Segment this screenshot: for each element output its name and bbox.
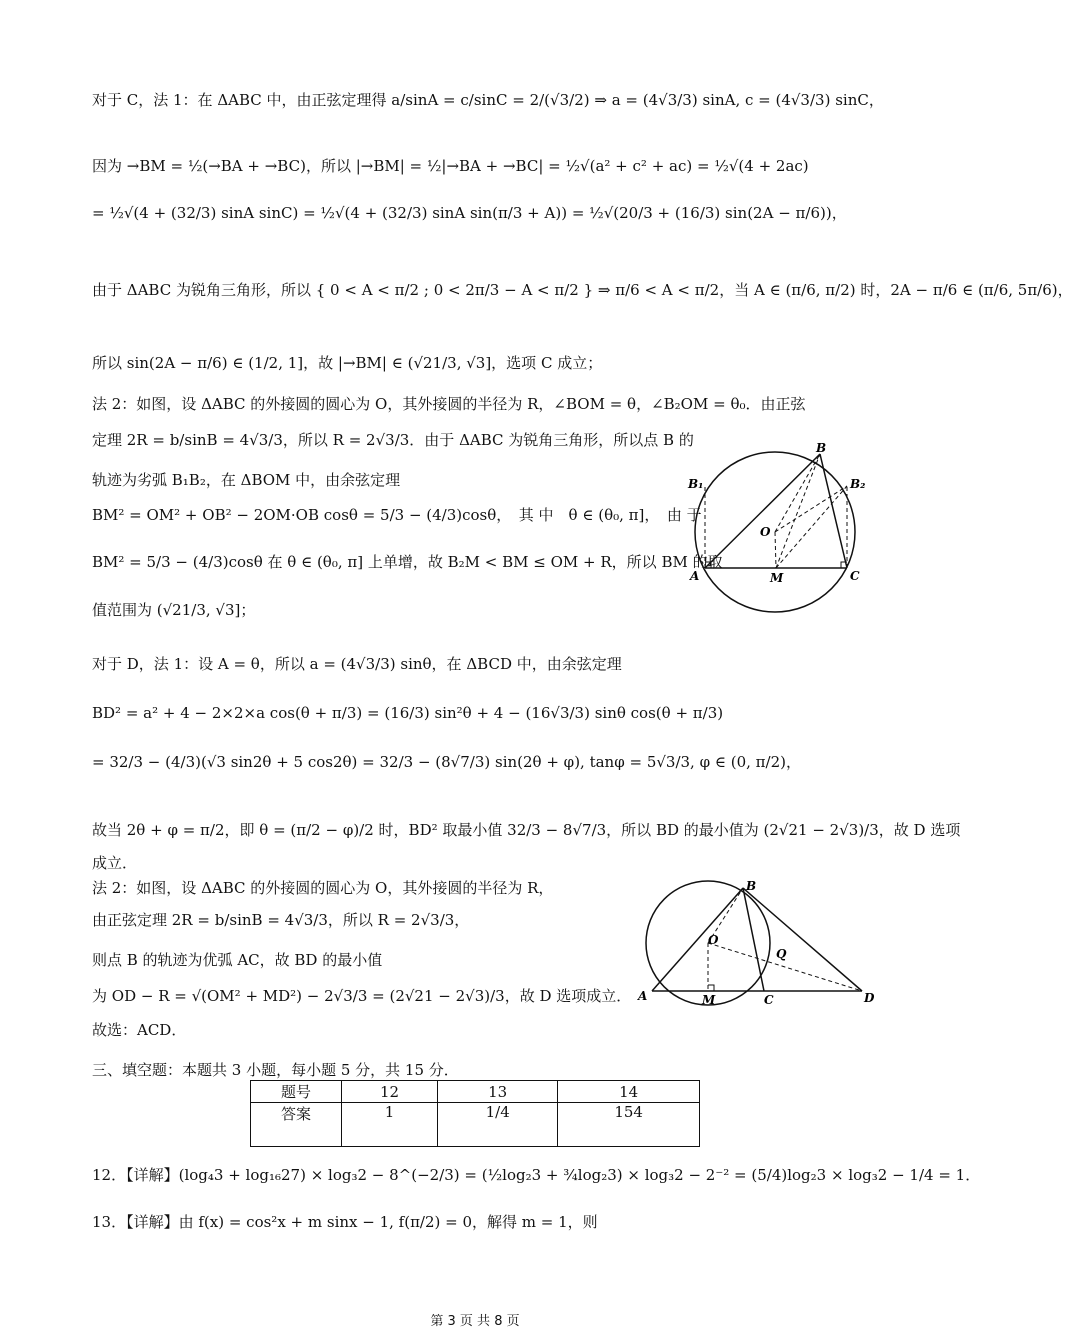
- table-header-cell: 12: [342, 1081, 438, 1103]
- label-c: C: [764, 993, 774, 1007]
- c-method2-line-e: BM² = 5/3 − (4/3)cosθ 在 θ ∈ (θ₀, π] 上单增，故 B₂M < BM ≤ OM + R，所以 BM 的取: [92, 553, 723, 571]
- d-method2-line-c: 则点 B 的轨迹为优弧 AC，故 BD 的最小值: [92, 951, 383, 969]
- c-method2-line-a: 法 2：如图，设 ΔABC 的外接圆的圆心为 O，其外接圆的半径为 R，∠BOM = θ，∠B₂OM = θ₀．由正弦: [92, 395, 806, 413]
- d-method2-line-b: 由正弦定理 2R = b/sinB = 4√3/3，所以 R = 2√3/3，: [92, 911, 470, 929]
- d-equation-4: 成立．: [92, 854, 138, 872]
- c-bm-vector-line: 因为 →BM = ½(→BA + →BC)，所以 |→BM| = ½|→BA + →BC| = ½√(a² + c² + ac) = ½√(4 + 2ac): [92, 157, 809, 175]
- answer-table: [250, 1080, 700, 1147]
- label-c: C: [850, 569, 860, 583]
- label-d: D: [864, 991, 875, 1005]
- label-b2: B₂: [850, 477, 866, 491]
- figure-circumcircle-bd: [630, 878, 880, 1013]
- table-row: [251, 1103, 700, 1147]
- label-m: M: [702, 993, 716, 1007]
- right-angle-mark-m: [708, 985, 714, 991]
- table-cell: 1: [342, 1103, 438, 1147]
- section-3-heading: 三、填空题：本题共 3 小题，每小题 5 分，共 15 分．: [92, 1061, 459, 1079]
- segment-ob: [775, 454, 820, 532]
- c-sqrt-expansion-line: = ½√(4 + (32/3) sinA sinC) = ½√(4 + (32/3) sinA sin(π/3 + A)) = ½√(20/3 + (16/3) sin(2A − π/6))，: [92, 204, 847, 222]
- choice-line: 故选：ACD．: [92, 1021, 187, 1039]
- label-b1: B₁: [688, 477, 704, 491]
- table-header-cell: 14: [558, 1081, 700, 1103]
- table-cell: 154: [558, 1103, 700, 1147]
- table-header-cell: 13: [438, 1081, 558, 1103]
- q13-solution: 13．【详解】由 f(x) = cos²x + m sinx − 1, f(π/2) = 0，解得 m = 1，则: [92, 1213, 598, 1231]
- label-m: M: [770, 571, 784, 585]
- segment-ab: [652, 888, 743, 991]
- d-method2-line-d: 为 OD − R = √(OM² + MD²) − 2√3/3 = (2√21 − 2√3)/3，故 D 选项成立．: [92, 987, 632, 1005]
- table-row-label: 答案: [251, 1103, 342, 1147]
- d-equation-2: = 32/3 − (4/3)(√3 sin2θ + 5 cos2θ) = 32/3 − (8√7/3) sin(2θ + φ), tanφ = 5√3/3, φ ∈ (0, π/2)，: [92, 753, 801, 771]
- c-method2-line-b: 定理 2R = b/sinB = 4√3/3，所以 R = 2√3/3．由于 ΔABC 为锐角三角形，所以点 B 的: [92, 431, 694, 449]
- page-footer: 第 3 页 共 8 页: [430, 1314, 520, 1329]
- label-o: O: [708, 933, 719, 947]
- label-q: Q: [776, 947, 787, 961]
- table-header-row: [251, 1081, 700, 1103]
- c-method2-line-c: 轨迹为劣弧 B₁B₂，在 ΔBOM 中，由余弦定理: [92, 471, 401, 489]
- figure-circumcircle-bm: [680, 440, 870, 615]
- d-method1-line: 对于 D，法 1：设 A = θ，所以 a = (4√3/3) sinθ，在 ΔBCD 中，由余弦定理: [92, 655, 622, 673]
- segment-bc: [820, 454, 847, 568]
- d-equation-1: BD² = a² + 4 − 2×2×a cos(θ + π/3) = (16/3) sin²θ + 4 − (16√3/3) sinθ cos(θ + π/3): [92, 704, 724, 722]
- q12-solution: 12．【详解】(log₄3 + log₁₆27) × log₃2 − 8^(−2/3) = (½log₂3 + ¾log₂3) × log₃2 − 2⁻² = (5/4)log₂3 × log₃2 − 1/4 = 1．: [92, 1166, 981, 1184]
- label-o: O: [760, 525, 771, 539]
- segment-mb: [776, 454, 820, 568]
- label-a: A: [690, 569, 700, 583]
- d-method2-line-a: 法 2：如图，设 ΔABC 的外接圆的圆心为 O，其外接圆的半径为 R，: [92, 879, 554, 897]
- c-method1-line: 对于 C，法 1：在 ΔABC 中，由正弦定理得 a/sinA = c/sinC = 2/(√3/2) ⇒ a = (4√3/3) sinA, c = (4√3/3) sinC，: [92, 91, 884, 109]
- label-b: B: [816, 441, 827, 455]
- segment-om: [775, 532, 776, 568]
- segment-mb2: [776, 486, 847, 568]
- table-header-cell: 题号: [251, 1081, 342, 1103]
- c-method2-line-d: BM² = OM² + OB² − 2OM·OB cosθ = 5/3 − (4/3)cosθ， 其 中 θ ∈ (θ₀, π]， 由 于: [92, 506, 702, 524]
- label-b: B: [746, 879, 757, 893]
- d-equation-3: 故当 2θ + φ = π/2，即 θ = (π/2 − φ)/2 时，BD² 取最小值 32/3 − 8√7/3，所以 BD 的最小值为 (2√21 − 2√3)/3，故 D 选项: [92, 821, 961, 839]
- table-cell: 1/4: [438, 1103, 558, 1147]
- c-method2-line-f: 值范围为 (√21/3, √3]；: [92, 601, 256, 619]
- c-acute-triangle-line: 由于 ΔABC 为锐角三角形，所以 { 0 < A < π/2 ; 0 < 2π/3 − A < π/2 } ⇒ π/6 < A < π/2，当 A ∈ (π/6, π/2) 时，2A − π/6 ∈ (π/6, 5π/6)，: [92, 281, 1073, 299]
- c-result-line: 所以 sin(2A − π/6) ∈ (1/2, 1]，故 |→BM| ∈ (√21/3, √3]，选项 C 成立；: [92, 354, 603, 372]
- label-a: A: [638, 989, 648, 1003]
